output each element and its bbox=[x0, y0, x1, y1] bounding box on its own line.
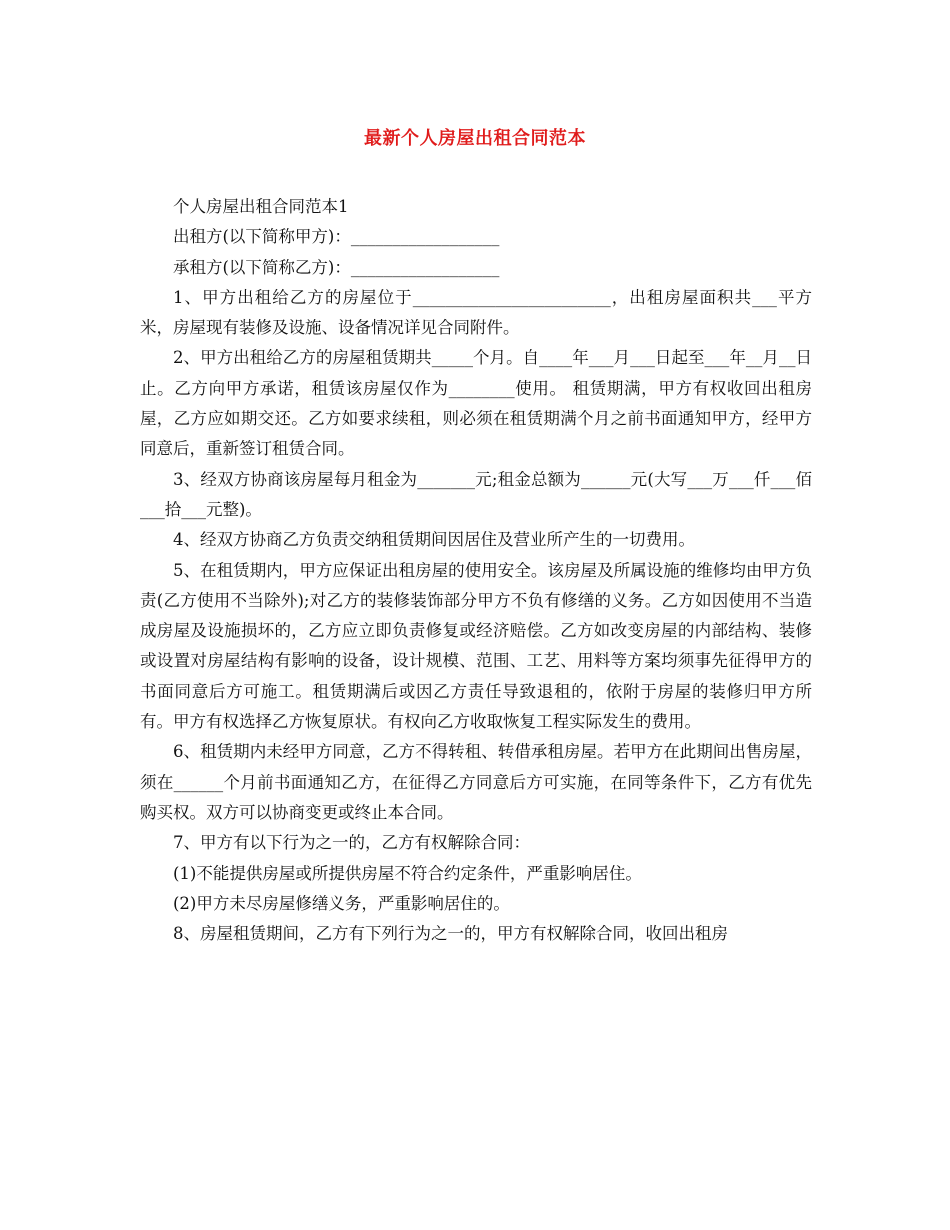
paragraph-clause-8: 8、房屋租赁期间，乙方有下列行为之一的，甲方有权解除合同，收回出租房 bbox=[173, 924, 728, 944]
paragraph-clause-5: 5、在租赁期内，甲方应保证出租房屋的使用安全。该房屋及所属设施的维修均由甲方负责(乙方使用不当除外);对乙方的装修装饰部分甲方不负有修缮的义务。乙方如因使用不当造成房屋及设施损坏的，乙方应立即负责修复或经济赔偿。乙方如改变房屋的内部结构、装修或设置对房屋结构有影响的设备，设计规模、范围、工艺、用料等方案均须事先征得甲方的书面同意后方可施工。租赁期满后或因乙方责任导致退租的，依附于房屋的装修归甲方所有。甲方有权选择乙方恢复原状。有权向乙方收取恢复工程实际发生的费用。 bbox=[140, 560, 812, 732]
paragraph-clause-1: 1、甲方出租给乙方的房屋位于________________________，出租房屋面积共___平方米，房屋现有装修及设施、设备情况详见合同附件。 bbox=[140, 287, 812, 338]
paragraph-clause-4: 4、经双方协商乙方负责交纳租赁期间因居住及营业所产生的一切费用。 bbox=[173, 530, 695, 550]
document-body bbox=[140, 192, 812, 949]
paragraph-clause-7-item-2: (2)甲方未尽房屋修缮义务，严重影响居住的。 bbox=[173, 893, 510, 913]
paragraph-clause-7-item-1: (1)不能提供房屋或所提供房屋不符合约定条件，严重影响居住。 bbox=[173, 863, 642, 883]
paragraph-clause-7: 7、甲方有以下行为之一的，乙方有权解除合同： bbox=[173, 833, 530, 853]
paragraph-clause-6: 6、租赁期内未经甲方同意，乙方不得转租、转借承租房屋。若甲方在此期间出售房屋，须在______个月前书面通知乙方，在征得乙方同意后方可实施，在同等条件下，乙方有优先购买权。双方可以协商变更或终止本合同。 bbox=[140, 742, 812, 822]
paragraph-lessee: 承租方(以下简称乙方)：__________________ bbox=[173, 257, 500, 277]
document-title: 最新个人房屋出租合同范本 bbox=[364, 128, 586, 149]
paragraph-clause-3: 3、经双方协商该房屋每月租金为_______元;租金总额为______元(大写___万___仟___佰___拾___元整)。 bbox=[140, 469, 812, 519]
paragraph-clause-2: 2、甲方出租给乙方的房屋租赁期共_____个月。自____年___月___日起至___年__月__日止。乙方向甲方承诺，租赁该房屋仅作为________使用。 租赁期满，甲方有权收回出租房屋，乙方应如期交还。乙方如要求续租，则必须在租赁期满个月之前书面通知甲方，经甲方同意后，重新签订租赁合同。 bbox=[140, 348, 812, 459]
paragraph-lessor: 出租方(以下简称甲方)：__________________ bbox=[173, 227, 500, 247]
paragraph-subtitle: 个人房屋出租合同范本1 bbox=[173, 197, 349, 216]
